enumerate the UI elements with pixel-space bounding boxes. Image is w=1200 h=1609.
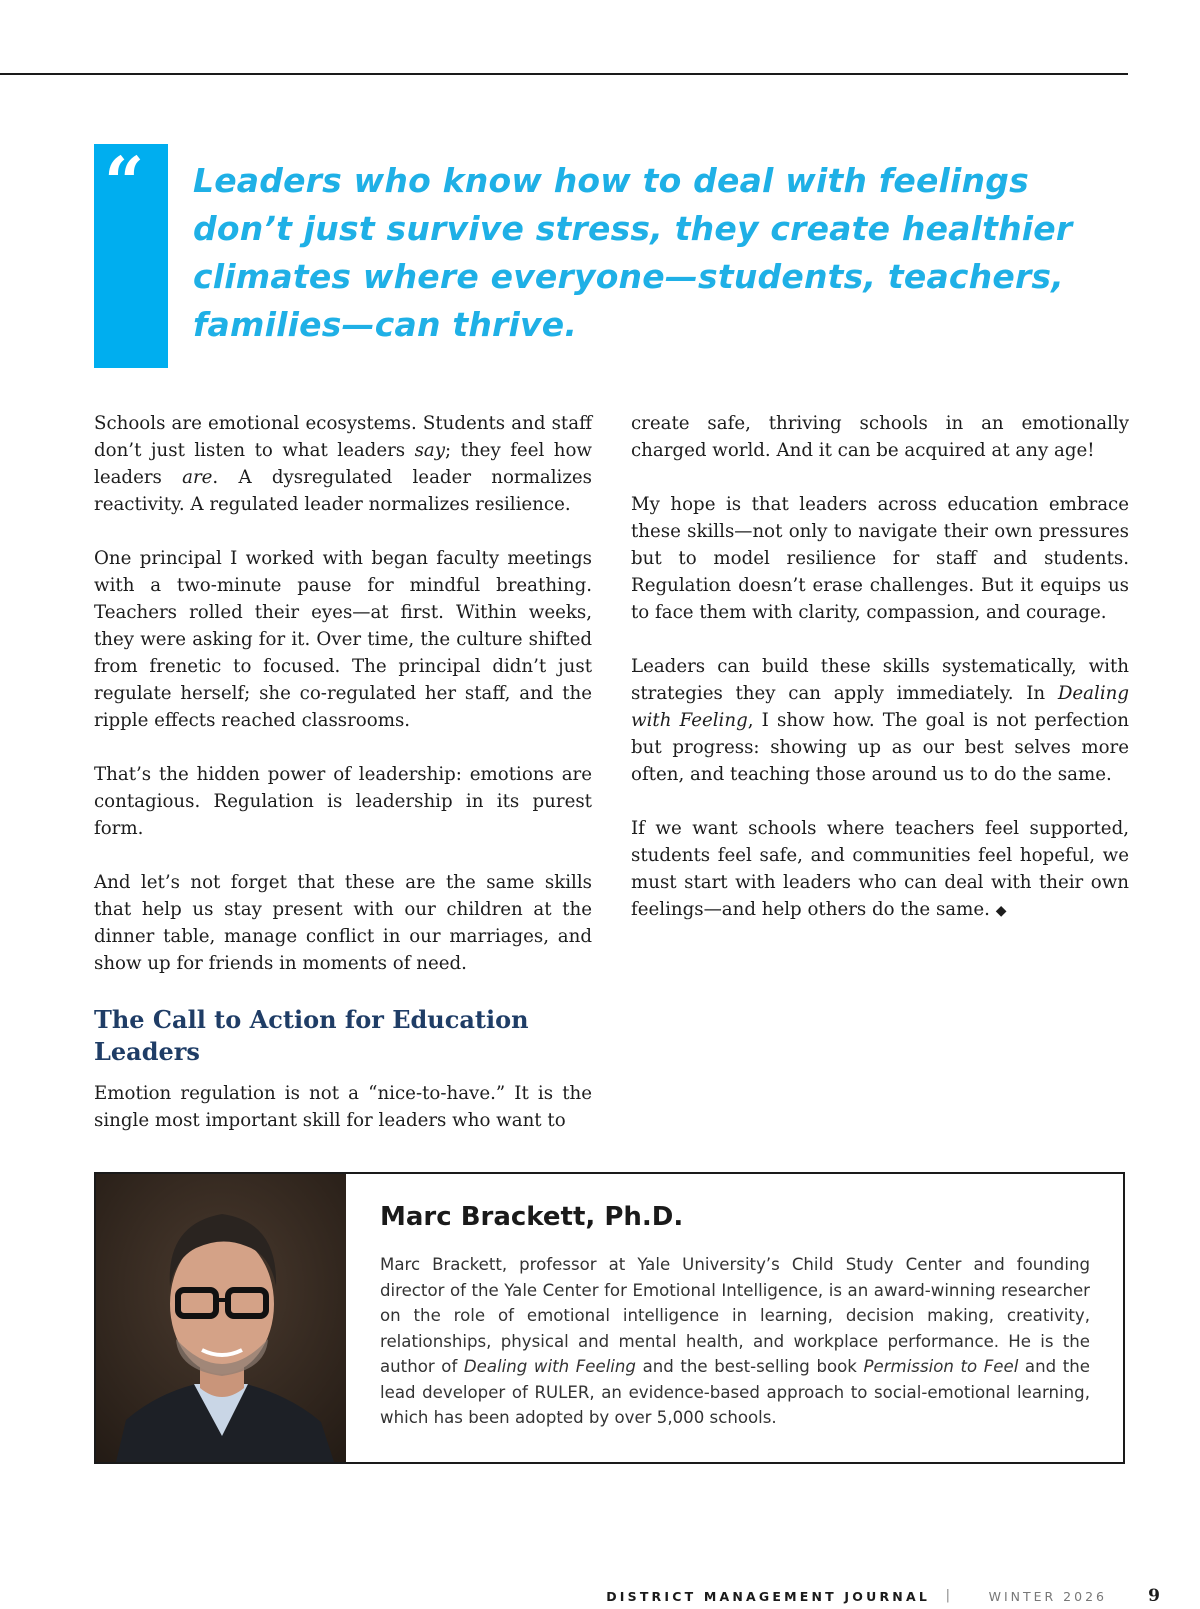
paragraph: Schools are emotional ecosystems. Students and staff don’t just listen to what leaders say; they feel how leaders are. A dysregulated leader normalizes reactivity. A regulated leader normalizes resilience. bbox=[94, 413, 593, 515]
paragraph: If we want schools where teachers feel supported, students feel safe, and communities feel hopeful, we must start with leaders who can deal with their own feelings—and help others do the same. ◆ bbox=[631, 818, 1129, 920]
paragraph: My hope is that leaders across education embrace these skills—not only to navigate their own pressures but to model resilience for staff and students. Regulation doesn’t erase challenges. But it equips us to face them with clarity, compassion, and courage. bbox=[631, 494, 1129, 623]
book-title: Dealing with Feeling bbox=[463, 1357, 636, 1376]
author-photo bbox=[96, 1174, 346, 1462]
paragraph: create safe, thriving schools in an emotionally charged world. And it can be acquired at any age! bbox=[631, 413, 1129, 461]
right-column bbox=[631, 410, 1129, 925]
paragraph: And let’s not forget that these are the same skills that help us stay present with our children at the dinner table, manage conflict in our marriages, and show up for friends in moments of need. bbox=[94, 872, 592, 974]
page-footer bbox=[0, 1586, 1200, 1609]
page-number: 9 bbox=[1148, 1586, 1160, 1606]
author-bio-text: Marc Brackett, professor at Yale University’s Child Study Center and founding director of the Yale Center for Emotional Intelligence, is an award-winning researcher on the role of emotional intelligence in learning, decision making, creativity, relationships, physical and mental health, and workplace performance. He is the author of Dealing with Feeling and the best-selling book Permission to Feel and the lead developer of RULER, an evidence-based approach to social-emotional learning, which has been adopted by over 5,000 schools. bbox=[380, 1255, 1090, 1427]
emphasis: are bbox=[182, 467, 213, 488]
pull-quote: Leaders who know how to deal with feelings don’t just survive stress, they create healthier climates where everyone—students, teachers, families—can thrive. bbox=[193, 161, 1073, 344]
section-heading: The Call to Action for Education Leaders bbox=[94, 1005, 529, 1066]
paragraph: One principal I worked with began faculty meetings with a two-minute pause for mindful breathing. Teachers rolled their eyes—at first. Within weeks, they were asking for it. Over time, the culture shifted from frenetic to focused. The principal didn’t just regulate herself; she co-regulated her staff, and the ripple effects reached classrooms. bbox=[94, 548, 592, 731]
emphasis: say bbox=[414, 440, 446, 461]
journal-name: DISTRICT MANAGEMENT JOURNAL bbox=[606, 1589, 930, 1604]
author-name: Marc Brackett, Ph.D. bbox=[380, 1202, 684, 1232]
author-bio-box bbox=[94, 1172, 1125, 1464]
paragraph: That’s the hidden power of leadership: emotions are contagious. Regulation is leadership in its purest form. bbox=[94, 764, 592, 839]
book-title: Permission to Feel bbox=[863, 1357, 1019, 1376]
quote-mark-icon: “ bbox=[104, 141, 145, 224]
top-rule bbox=[0, 73, 1128, 75]
left-column bbox=[94, 410, 592, 1134]
paragraph: Leaders can build these skills systematically, with strategies they can apply immediately. In Dealing with Feeling, I show how. The goal is not perfection but progress: showing up as our best selves more often, and teaching those around us to do the same. bbox=[631, 656, 1129, 785]
paragraph: Emotion regulation is not a “nice-to-have.” It is the single most important skill for leaders who want to bbox=[94, 1083, 592, 1131]
book-title: Dealing with Feeling bbox=[631, 683, 1129, 731]
end-mark-icon: ◆ bbox=[995, 903, 1007, 919]
issue-label: WINTER 2026 bbox=[988, 1589, 1107, 1604]
footer-separator: | bbox=[945, 1588, 950, 1603]
